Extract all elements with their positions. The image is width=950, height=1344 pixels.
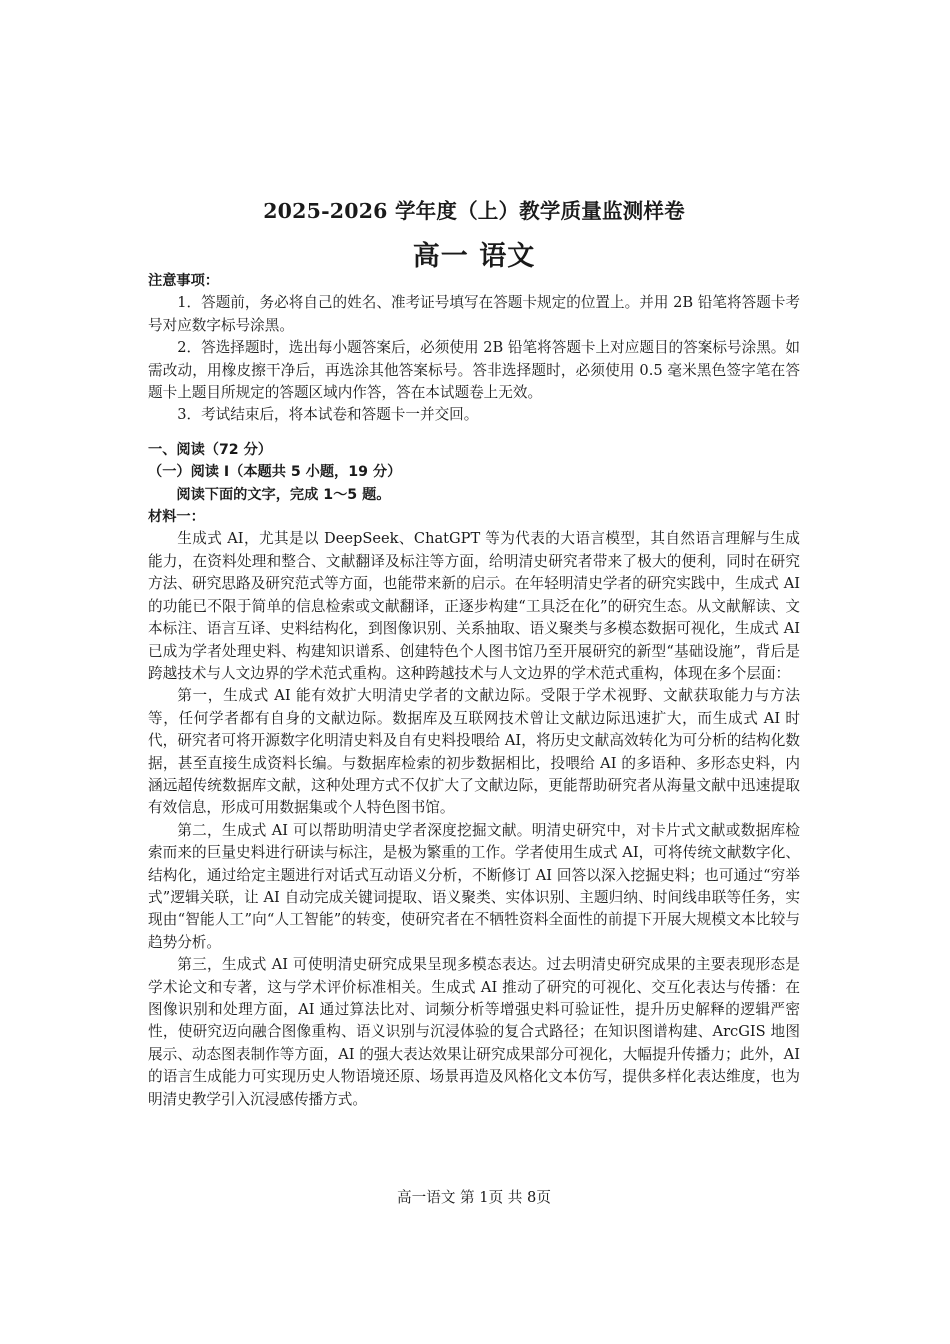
notice-heading: 注意事项：: [148, 273, 219, 289]
notice-item: 3．考试结束后，将本试卷和答题卡一并交回。: [177, 406, 479, 424]
passage: [148, 528, 800, 1111]
material-label: 材料一：: [148, 509, 205, 526]
passage-paragraph: 第二，生成式 AI 可以帮助明清史学者深度挖掘文献。明清史研究中，对卡片式文献或数据库检索而来的巨量史料进行研读与标注，是极为繁重的工作。学者使用生成式 AI，可将传统文献数字化、结构化，通过给定主题进行对话式互动语义分析，不断修订 AI 回答以深入挖掘史料；也可通过“穷举式”逻辑关联，让 AI 自动完成关键词提取、语义聚类、实体识别、主题归纳、时间线串联等任务，实现由“智能人工”向“人工智能”的转变，使研究者在不牺牲资料全面性的前提下开展大规模文本比较与趋势分析。: [148, 821, 800, 951]
notice-section: [148, 270, 800, 427]
exam-subject: 高一 语文: [412, 241, 536, 272]
spacer: [148, 427, 800, 439]
section-subheading: （一）阅读 I（本题共 5 小题，19 分）: [148, 464, 402, 481]
section-instruction: 阅读下面的文字，完成 1～5 题。: [176, 486, 391, 503]
passage-paragraph: 第一，生成式 AI 能有效扩大明清史学者的文献边际。受限于学术视野、文献获取能力与方法等，任何学者都有自身的文献边际。数据库及互联网技术曾让文献边际迅速扩大，而生成式 AI 时代，研究者可将开源数字化明清史料及自有史料投喂给 AI，将历史文献高效转化为可分析的结构化数据，甚至直接生成资料长编。与数据库检索的初步数据相比，投喂给 AI 的多语种、多形态史料，内涵远超传统数据库文献，这种处理方式不仅扩大了文献边际，更能帮助研究者从海量文献中迅速提取有效信息，形成可用数据集或个人特色图书馆。: [148, 687, 800, 817]
section-heading: 一、阅读（72 分）: [148, 441, 272, 458]
page-footer: 高一语文 第 1页 共 8页: [397, 1189, 551, 1206]
exam-page: [148, 0, 800, 1344]
passage-paragraph: 第三，生成式 AI 可使明清史研究成果呈现多模态表达。过去明清史研究成果的主要表现形态是学术论文和专著，这与学术评价标准相关。生成式 AI 推动了研究的可视化、交互化表达与传播：在图像识别和处理方面，AI 通过算法比对、词频分析等增强史料可验证性，提升历史解释的逻辑严密性，使研究迈向融合图像重构、语义识别与沉浸体验的复合式路径；在知识图谱构建、ArcGIS 地图展示、动态图表制作等方面，AI 的强大表达效果让研究成果部分可视化，大幅提升传播力；此外，AI 的语言生成能力可实现历史人物语境还原、场景再造及风格化文本仿写，提供多样化表达维度，也为明清史教学引入沉浸感传播方式。: [148, 956, 800, 1108]
notice-item: 1．答题前，务必将自己的姓名、准考证号填写在答题卡规定的位置上。并用 2B 铅笔将答题卡考号对应数字标号涂黑。: [148, 294, 800, 334]
notice-item: 2．答选择题时，选出每小题答案后，必须使用 2B 铅笔将答题卡上对应题目的答案标号涂黑。如需改动，用橡皮擦干净后，再选涂其他答案标号。答非选择题时，必须使用 0.5 毫米黑色签字笔在答题卡上题目所规定的答题区域内作答，答在本试题卷上无效。: [148, 339, 800, 402]
exam-title: 2025-2026 学年度（上）教学质量监测样卷: [263, 199, 685, 223]
passage-paragraph: 生成式 AI，尤其是以 DeepSeek、ChatGPT 等为代表的大语言模型，其自然语言理解与生成能力，在资料处理和整合、文献翻译及标注等方面，给明清史研究者带来了极大的便利，同时在研究方法、研究思路及研究范式等方面，也能带来新的启示。在年轻明清史学者的研究实践中，生成式 AI 的功能已不限于简单的信息检索或文献翻译，正逐步构建“工具泛在化”的研究生态。从文献解读、文本标注、语言互译、史料结构化，到图像识别、关系抽取、语义聚类与多模态数据可视化，生成式 AI 已成为学者处理史料、构建知识谱系、创建特色个人图书馆乃至开展研究的新型“基础设施”，背后是跨越技术与人文边界的学术范式重构。这种跨越技术与人文边界的学术范式重构，体现在多个层面：: [148, 530, 800, 682]
exam-body: [148, 270, 800, 1111]
